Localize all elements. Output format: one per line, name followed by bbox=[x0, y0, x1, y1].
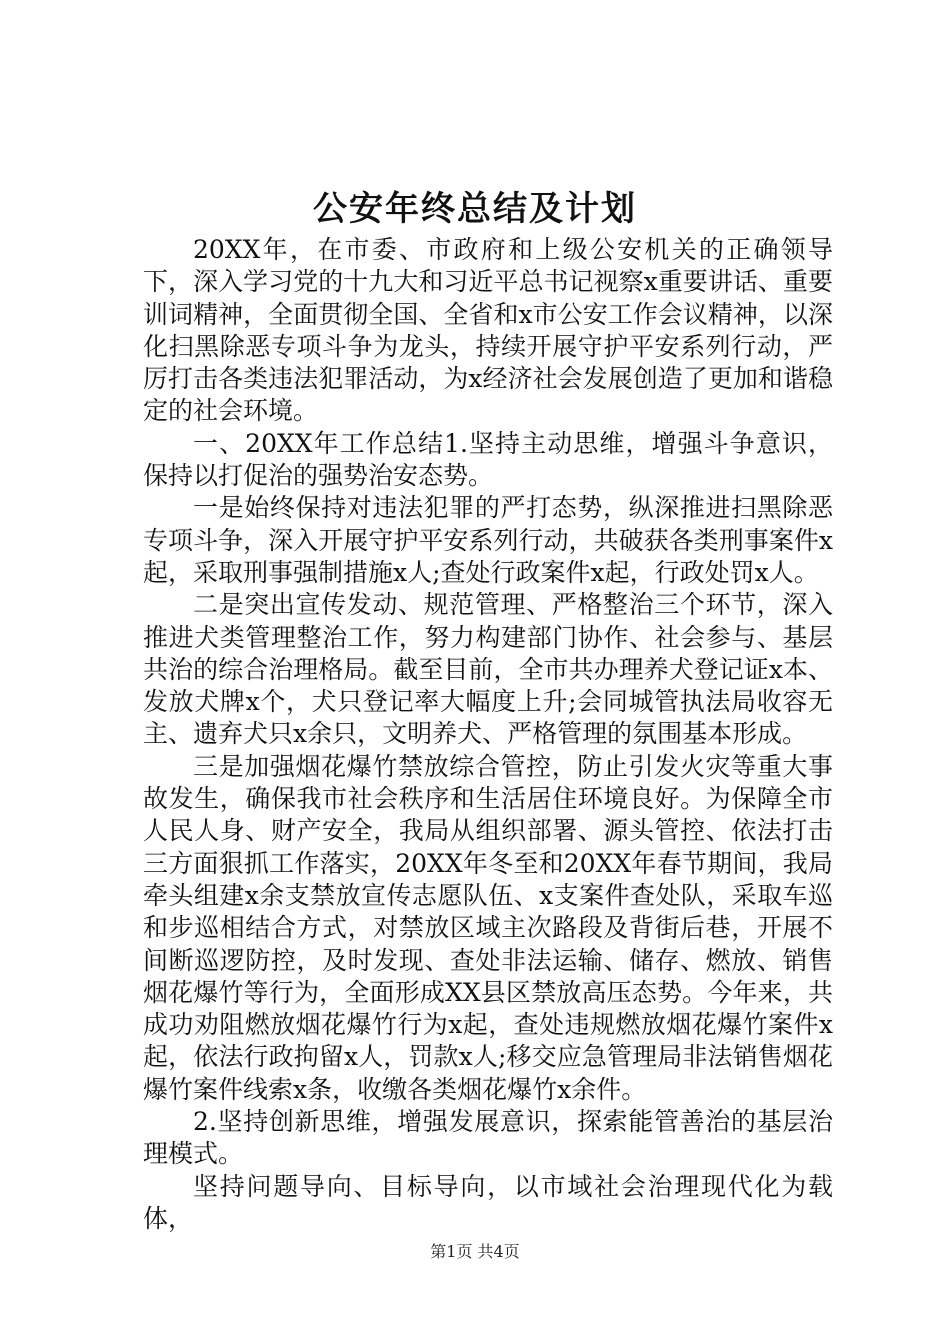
paragraph-point-2: 二是突出宣传发动、规范管理、严格整治三个环节，深入推进犬类管理整治工作，努力构建部门协作、社会参与、基层共治的综合治理格局。截至目前，全市共办理养犬登记证x本、发放犬牌x个，犬只登记率大幅度上升;会同城管执法局收容无主、遗弃犬只x余只，文明养犬、严格管理的氛围基本形成。 bbox=[143, 590, 833, 749]
paragraph-subheading-2: 2.坚持创新思维，增强发展意识，探索能管善治的基层治理模式。 bbox=[143, 1107, 833, 1169]
document-title: 公安年终总结及计划 bbox=[313, 189, 637, 229]
document-body bbox=[143, 234, 833, 1235]
paragraph-point-3: 三是加强烟花爆竹禁放综合管控，防止引发火灾等重大事故发生，确保我市社会秩序和生活居住环境良好。为保障全市人民人身、财产安全，我局从组织部署、源头管控、依法打击三方面狠抓工作落实，20XX年冬至和20XX年春节期间，我局牵头组建x余支禁放宣传志愿队伍、x支案件查处队，采取车巡和步巡相结合方式，对禁放区域主次路段及背街后巷，开展不间断巡逻防控，及时发现、查处非法运输、储存、燃放、销售烟花爆竹等行为，全面形成XX县区禁放高压态势。今年来，共成功劝阻燃放烟花爆竹行为x起，查处违规燃放烟花爆竹案件x起，依法行政拘留x人，罚款x人;移交应急管理局非法销售烟花爆竹案件线索x条，收缴各类烟花爆竹x余件。 bbox=[143, 751, 833, 1104]
paragraph-continuation: 坚持问题导向、目标导向，以市域社会治理现代化为载体， bbox=[143, 1171, 833, 1233]
page-number-footer: 第1页 共4页 bbox=[430, 1242, 520, 1261]
paragraph-intro: 20XX年，在市委、市政府和上级公安机关的正确领导下，深入学习党的十九大和习近平总书记视察x重要讲话、重要训词精神，全面贯彻全国、全省和x市公安工作会议精神，以深化扫黑除恶专项斗争为龙头，持续开展守护平安系列行动，严厉打击各类违法犯罪活动，为x经济社会发展创造了更加和谐稳定的社会环境。 bbox=[143, 235, 833, 426]
paragraph-point-1: 一是始终保持对违法犯罪的严打态势，纵深推进扫黑除恶专项斗争，深入开展守护平安系列行动，共破获各类刑事案件x起，采取刑事强制措施x人;查处行政案件x起，行政处罚x人。 bbox=[143, 493, 833, 587]
paragraph-section-1-heading: 一、20XX年工作总结1.坚持主动思维，增强斗争意识，保持以打促治的强势治安态势。 bbox=[143, 428, 833, 491]
